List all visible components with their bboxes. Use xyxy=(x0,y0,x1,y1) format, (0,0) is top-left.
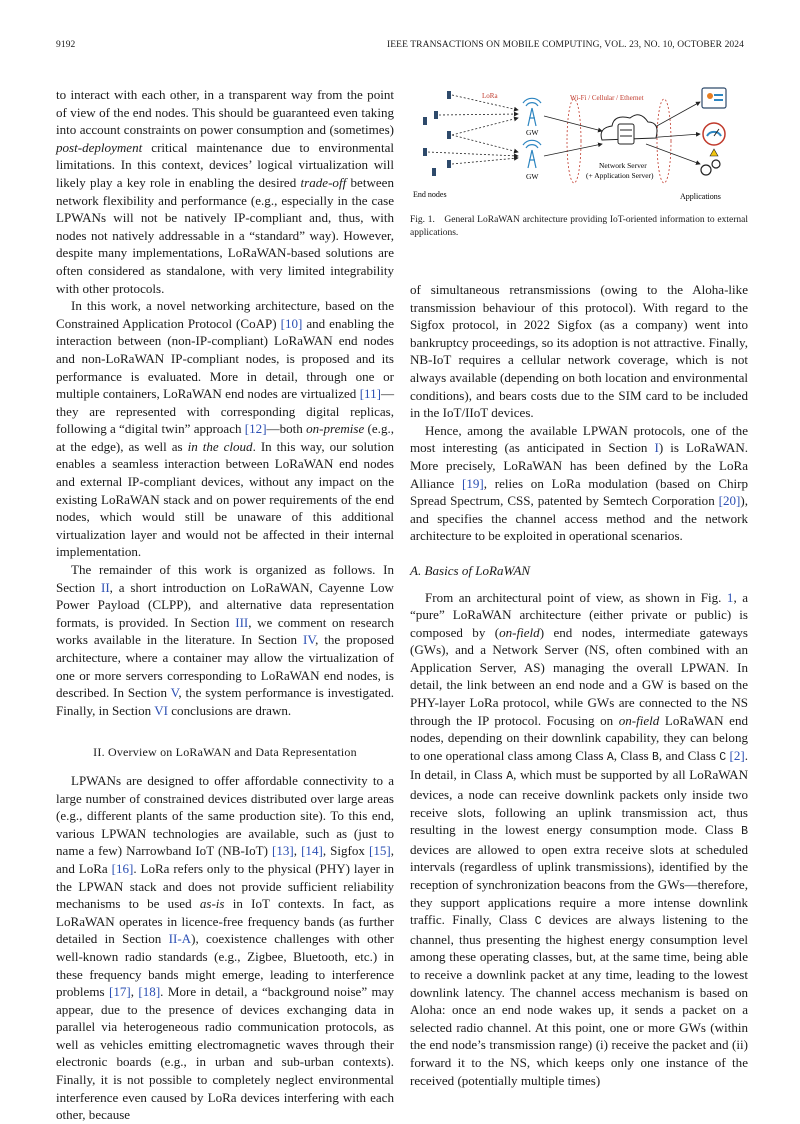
citation-link[interactable]: [14] xyxy=(301,843,323,859)
gateway-label: GW xyxy=(526,128,539,137)
citation-link[interactable]: [20] xyxy=(718,493,741,509)
section-link[interactable]: II-A xyxy=(168,931,192,947)
paragraph: LPWANs are designed to offer affordable connectivity to a large number of constrained devices distributed over large areas (e.g., different plants of the same production site). To this end, various LPWAN technologies are available, such as (just to name a few) Narrowband IoT (NB-IoT) [13], [14], Sigfox [15], and LoRa [16]. LoRa refers only to the physical (PHY) layer in the LPWAN stack and does not provide sufficient reliability mechanisms to be used as-is in IoT contexts. In fact, as LoRaWAN operates in licence-free frequency bands (as further detailed in Section II-A), coexistence challenges with other well-known radio standards (e.g., Zigbee, Bluetooth, etc.) in these frequency bands might emerge, leading to interference problems [17], [18]. More in detail, a “background noise” may appear, due to the presence of devices exchanging data in parallel via heterogeneous radio communication protocols, as well as vehicles emitting electromagnetic waves through their electronic boards (e.g., in urban and sub-urban contexts). Finally, it is not possible to completely neglect environmental interference even caused by LoRa devices interfering with each other, because xyxy=(56,772,394,1123)
subsection-heading: A. Basics of LoRaWAN xyxy=(410,562,531,578)
page-number: 9192 xyxy=(56,40,76,50)
application-dashboard-icon xyxy=(702,88,726,108)
end-nodes-label: End nodes xyxy=(413,190,447,199)
network-server-label: Network Server xyxy=(599,161,647,170)
application-server-label: (+ Application Server) xyxy=(586,171,654,180)
section-heading: II. Overview on LoRaWAN and Data Representation xyxy=(93,745,357,760)
applications-label: Applications xyxy=(680,192,721,201)
citation-link[interactable]: [10] xyxy=(280,315,303,331)
application-gauge-icon xyxy=(703,123,725,145)
end-node-icon xyxy=(423,91,451,176)
paragraph: to interact with each other, in a transparent way from the point of view of the end nodes. This should be guaranteed even taking into account constraints on power consumption and (sometimes) post-deployment critical maintenance due to environmental limitations. In this context, devices’ logical virtualization will likely play a key role in enabling the desired trade-off between network flexibility and performance (e.g., especially in the case LPWANs will not be natively IP-compliant and, thus, with nodes not natively addressable in a “standard” way). However, despite many implementations, LoRaWAN-based solutions are often considered as standalone, with very limited integrability with other protocols. xyxy=(56,87,394,296)
citation-link[interactable]: [2] xyxy=(729,747,745,763)
citation-link[interactable]: [18] xyxy=(138,984,161,1000)
section-link[interactable]: II xyxy=(100,579,110,595)
backhaul-label: Wi-Fi / Cellular / Ethernet xyxy=(570,94,644,102)
section-link[interactable]: IV xyxy=(302,632,316,648)
paragraph: of simultaneous retransmissions (owing to the Aloha-like transmission behaviour of this protocol). With regard to the Sigfox protocol, in 2022 Sigfox (as a company) went into bankruptcy proceedings, so its adoption is not attractive. Finally, NB-IoT requires a cellular network coverage, which is not always available (depending on both location and environmental conditions), and bears costs due to the SIM card to be included in the IoT/IIoT devices. xyxy=(410,282,748,421)
citation-link[interactable]: [13] xyxy=(272,843,294,859)
citation-link[interactable]: [12] xyxy=(244,421,267,437)
left-column xyxy=(56,86,394,1124)
lorawan-architecture-diagram xyxy=(410,86,748,216)
paragraph: From an architectural point of view, as shown in Fig. 1, a “pure” LoRaWAN architecture (either private or public) is composed by (on-field) end nodes, intermediate gateways (GWs), and a Network Server (NS, often combined with an Application Server, AS) managing the overall LPWAN. In detail, the link between an end node and a GW is based on the PHY-layer LoRa protocol, while GWs are connected to the NS through the IP protocol. Focusing on on-field LoRaWAN end nodes, depending on their downlink capability, they can belong to one operational class among Class A, Class B, and Class C [2]. In detail, in Class A, which must be supported by all LoRaWAN devices, a node can receive downlink packets only inside two receive slots, following an uplink transmission act, thus resulting in the lowest energy consumption mode. Class B devices are allowed to open extra receive slots at scheduled intervals (regardless of uplink transmissions), identified by the reception of synchronization beacons from the GWs—therefore, they support applications require a more intense downlink traffic. Finally, Class C devices are always listening to the channel, thus presenting the highest energy consumption level among these operating classes, but, at the same time, being able to receive a downlink packet at any time, leading to the lowest downlink latency. The channel access mechanism is based on Aloha: once an end node wakes up, it sends a packet on a selected radio channel. At this point, one or more GWs (within the end node’s transmission range) (i) receive the packet and (ii) forward it to the NS, which keeps only one instance of the received (potentially multiple times) xyxy=(410,589,748,1088)
section-link[interactable]: V xyxy=(170,685,179,701)
section-link[interactable]: III xyxy=(235,614,249,630)
paragraph: In this work, a novel networking architecture, based on the Constrained Application Protocol (CoAP) [10] and enabling the interaction between (non-IP-compliant) LoRaWAN end nodes and non-LoRaWAN IP-compliant nodes, is proposed and its performance is evaluated. More in detail, through one or multiple containers, LoRaWAN end nodes are virtualized [11]—they are represented with corresponding digital replicas, following a “digital twin” approach [12]—both on-premise (e.g., at the edge), as well as in the cloud. In this way, our solution enables a seamless interaction between LoRaWAN end nodes and external IP-compliant devices, without any impact on the existing LoRaWAN stack and on power requirements of the end nodes, which would still be unaware of this additional virtualization layer and would not be affected in their internal implementation. xyxy=(56,298,394,560)
section-link[interactable]: I xyxy=(654,440,659,456)
journal-running-head: IEEE TRANSACTIONS ON MOBILE COMPUTING, VOL. 23, NO. 10, OCTOBER 2024 xyxy=(387,40,744,50)
paragraph: Hence, among the available LPWAN protocols, one of the most interesting (as anticipated in Section I) is LoRaWAN. More precisely, LoRaWAN has been defined by the LoRa Alliance [19], relies on LoRa modulation (based on Chirp Spread Spectrum, CSS, patented by Semtech Corporation [20]), and specifies the channel access method and the network architecture to be exploited in operational scenarios. xyxy=(410,422,749,544)
citation-link[interactable]: [19] xyxy=(461,475,484,491)
citation-link[interactable]: [11] xyxy=(359,386,381,402)
paragraph: The remainder of this work is organized as follows. In Section II, a short introduction on LoRaWAN, Cayenne Low Power Payload (CLPP), and alternative data representation formats, is provided. In Section III, we comment on research works available in the literature. In Section IV, the proposed architecture, where a container may allow the virtualization of one or more servers corresponding to LoRaWAN end nodes, is described. In Section V, the system performance is investigated. Finally, in Section VI conclusions are drawn. xyxy=(56,562,394,718)
citation-link[interactable]: [17] xyxy=(108,984,131,1000)
gateway-label: GW xyxy=(526,172,539,181)
figure-caption: Fig. 1. General LoRaWAN architecture providing IoT-oriented information to external applications. xyxy=(410,215,748,238)
page-header xyxy=(56,40,744,56)
citation-link[interactable]: [15] xyxy=(368,843,391,859)
figure-link[interactable]: 1 xyxy=(726,589,734,605)
figure-1 xyxy=(410,86,748,216)
citation-link[interactable]: [16] xyxy=(111,860,134,876)
network-server-icon xyxy=(601,115,657,144)
lora-label: LoRa xyxy=(482,92,498,100)
application-gears-icon xyxy=(701,149,720,175)
right-column xyxy=(410,281,748,1089)
section-link[interactable]: VI xyxy=(154,702,168,718)
